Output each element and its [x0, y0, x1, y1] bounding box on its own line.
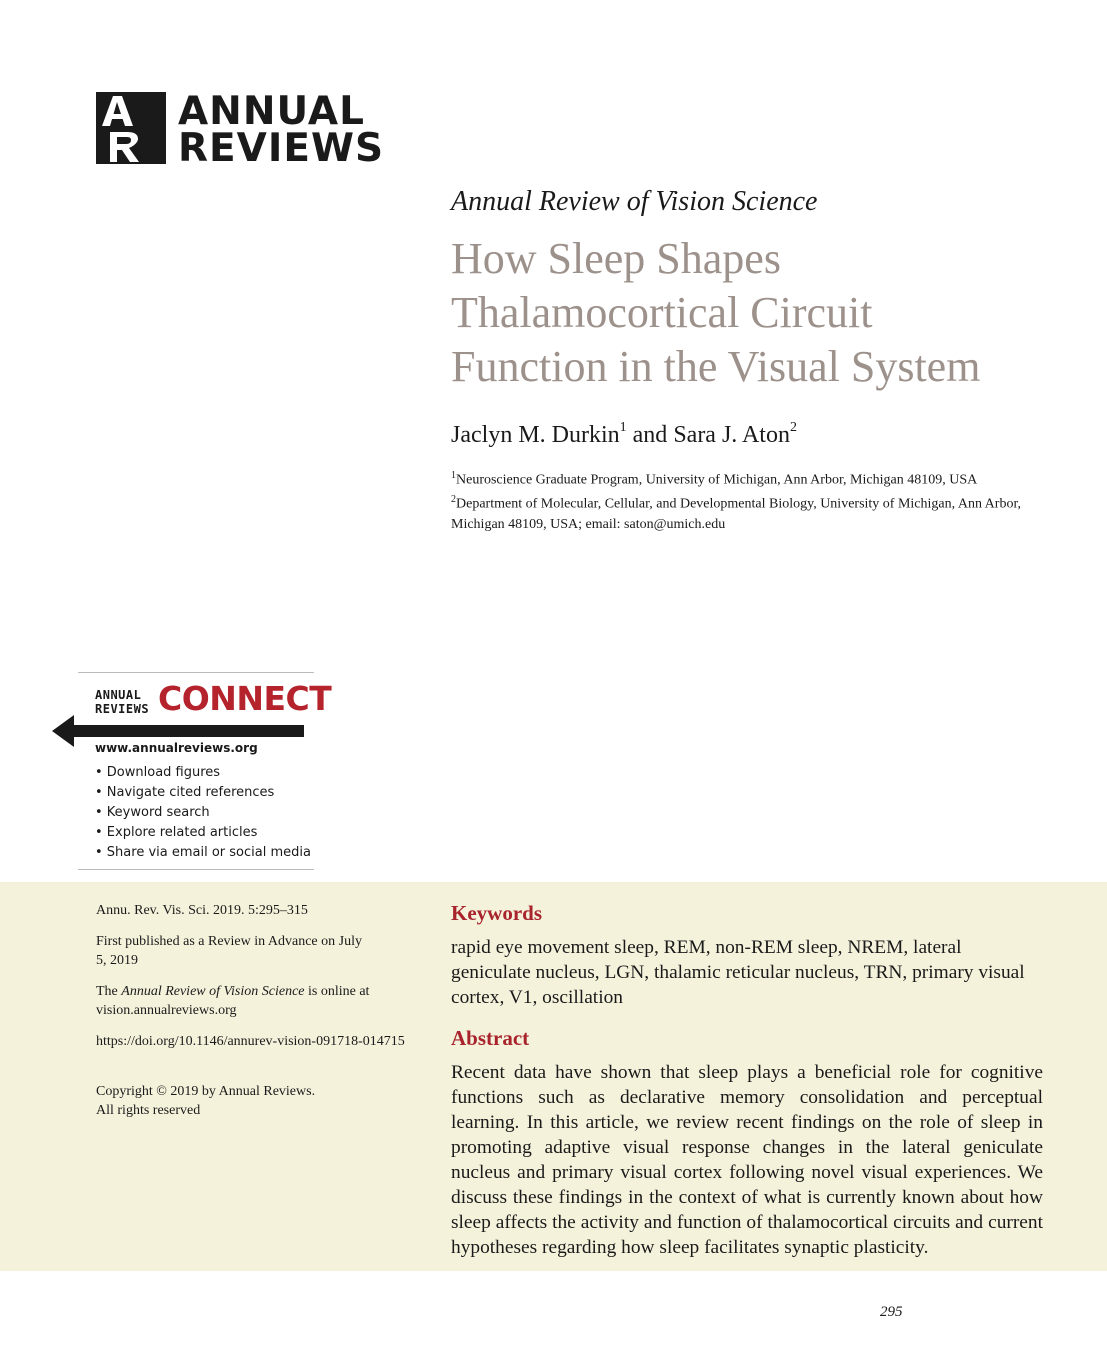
doi-link[interactable]: https://doi.org/10.1146/annurev-vision-091718-014715 — [96, 1034, 405, 1049]
abstract-text: Recent data have shown that sleep plays a beneficial role for cognitive functions such as declarative memory consolidation and perceptual learning. In this article, we review recent findings on the role of sleep in promoting adaptive visual response changes in the lateral geniculate nucleus and primary visual cortex following novel visual experiences. We discuss these findings in the context of what is currently known about how sleep affects the activity and function of thalamocortical circuits and current hypotheses regarding how sleep facilitates synaptic plasticity. — [451, 1062, 1043, 1258]
affiliation-1 — [451, 466, 977, 491]
author-name: Jaclyn M. Durkin — [451, 422, 620, 448]
keywords-text: rapid eye movement sleep, REM, non-REM sleep, NREM, lateral geniculate nucleus, LGN, thalamic reticular nucleus, TRN, primary visual cortex, V1, oscillation — [451, 937, 1025, 1008]
title-line: Thalamocortical Circuit — [451, 288, 873, 337]
connect-brand: CONNECT — [158, 679, 332, 718]
list-item: • Navigate cited references — [95, 785, 275, 800]
ar-logo-mark-icon — [96, 92, 166, 164]
connect-ar-line: REVIEWS — [95, 702, 150, 716]
keywords-heading: Keywords — [451, 901, 542, 925]
connect-feature-list — [95, 763, 311, 863]
list-item: • Share via email or social media — [95, 845, 311, 860]
logo-word-annual: ANNUAL — [178, 89, 365, 134]
online-note — [96, 982, 406, 1020]
citation: Annu. Rev. Vis. Sci. 2019. 5:295–315 — [96, 903, 308, 918]
affiliation-number: 2 — [451, 494, 456, 505]
annual-reviews-connect-box — [78, 672, 332, 870]
online-note-journal: Annual Review of Vision Science — [121, 984, 305, 999]
author-conjunction: and — [626, 422, 674, 448]
author-list — [451, 422, 797, 449]
author-superscript: 2 — [789, 420, 797, 435]
affiliation-text: Department of Molecular, Cellular, and Developmental Biology, University of Michigan, Ann Arbor, Michigan 48109, USA; email: saton@umich.edu — [451, 496, 1022, 532]
journal-name: Annual Review of Vision Science — [451, 186, 818, 217]
list-item: • Keyword search — [95, 805, 210, 820]
title-line: Function in the Visual System — [451, 342, 981, 391]
connect-ar-line: ANNUAL — [95, 688, 142, 702]
affiliation-2 — [451, 490, 1051, 535]
abstract-heading: Abstract — [451, 1026, 530, 1050]
rights-line: All rights reserved — [96, 1103, 201, 1118]
title-line: How Sleep Shapes — [451, 234, 781, 283]
copyright — [96, 1082, 406, 1120]
list-item: • Download figures — [95, 765, 221, 780]
list-item: • Explore related articles — [95, 825, 258, 840]
annual-reviews-logo — [96, 89, 385, 171]
connect-url[interactable]: www.annualreviews.org — [95, 741, 258, 755]
first-published: First published as a Review in Advance on July 5, 2019 — [96, 934, 362, 968]
page-number: 295 — [880, 1304, 903, 1320]
affiliation-text: Neuroscience Graduate Program, University of Michigan, Ann Arbor, Michigan 48109, USA — [456, 472, 978, 488]
online-note-text: The — [96, 984, 122, 999]
copyright-line: Copyright © 2019 by Annual Reviews. — [96, 1084, 316, 1099]
online-note-text: is online at vision.annualreviews.org — [96, 984, 370, 1018]
logo-word-reviews: REVIEWS — [178, 126, 385, 171]
author-name: Sara J. Aton — [673, 422, 790, 448]
author-superscript: 1 — [619, 420, 627, 435]
affiliation-number: 1 — [451, 470, 456, 481]
article-title — [451, 232, 1071, 394]
